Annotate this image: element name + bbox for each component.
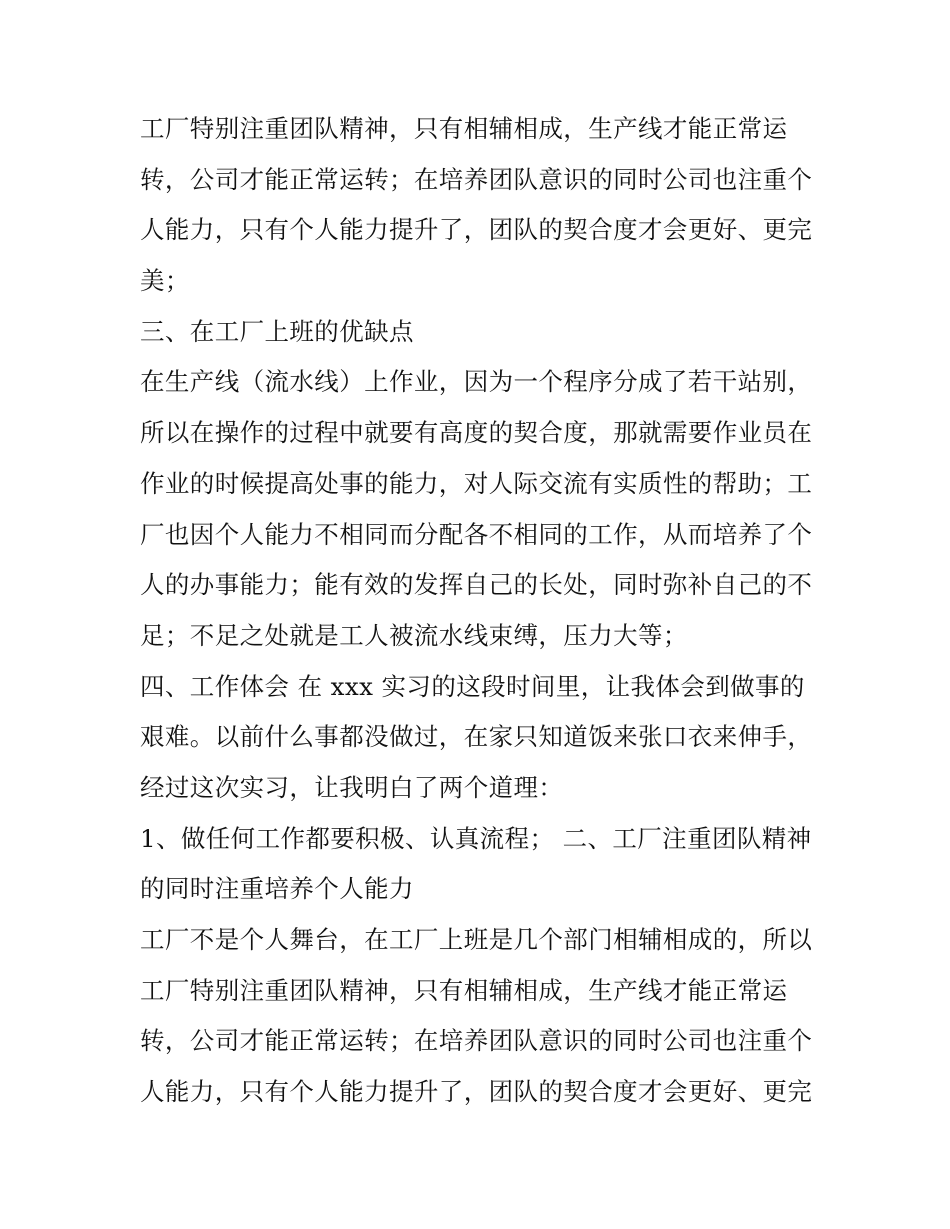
text-line: 工厂特别注重团队精神，只有相辅相成，生产线才能正常运 [140,114,788,143]
text-line: 工厂特别注重团队精神，只有相辅相成，生产线才能正常运 [140,975,788,1005]
text-line: 在生产线（流水线）上作业，因为一个程序分成了若干站别， [140,367,813,397]
text-line: 美； [140,266,190,296]
list-item: 1、做任何工作都要积极、认真流程； 二、工厂注重团队精神 [140,823,812,853]
text-line: 转，公司才能正常运转；在培养团队意识的同时公司也注重个 [140,1026,813,1056]
section-heading: 四、工作体会 在 xxx 实习的这段时间里，让我体会到做事的 [140,671,805,701]
text-line: 人能力，只有个人能力提升了，团队的契合度才会更好、更完 [140,215,813,245]
text-line: 所以在操作的过程中就要有高度的契合度，那就需要作业员在 [140,418,813,448]
text-line: 艰难。以前什么事都没做过，在家只知道饭来张口衣来伸手， [140,722,813,752]
text-line: 人的办事能力；能有效的发挥自己的长处，同时弥补自己的不 [140,570,813,600]
text-line: 足；不足之处就是工人被流水线束缚，压力大等； [140,620,688,650]
text-line: 的同时注重培养个人能力 [140,874,414,904]
text-line: 转，公司才能正常运转；在培养团队意识的同时公司也注重个 [140,164,813,194]
body-text [140,104,815,1118]
text-line: 作业的时候提高处事的能力，对人际交流有实质性的帮助；工 [140,468,813,498]
text-line: 工厂不是个人舞台，在工厂上班是几个部门相辅相成的，所以 [140,925,813,954]
text-line: 厂也因个人能力不相同而分配各不相同的工作，从而培养了个 [140,519,813,549]
section-heading: 三、在工厂上班的优缺点 [140,316,414,346]
text-line: 人能力，只有个人能力提升了，团队的契合度才会更好、更完 [140,1077,813,1107]
text-line: 经过这次实习，让我明白了两个道理： [140,772,564,802]
